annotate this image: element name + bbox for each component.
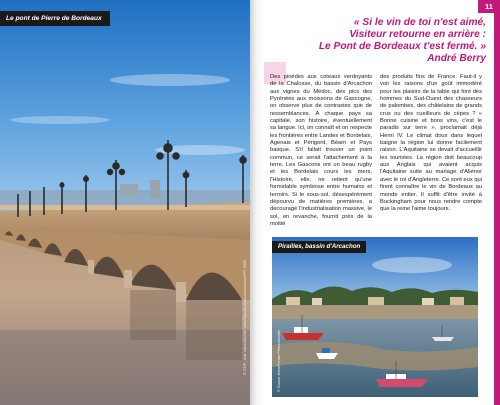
quote-line-2: Visiteur retourne en arrière : bbox=[349, 29, 486, 40]
harbor-photo bbox=[272, 237, 478, 397]
pull-quote bbox=[276, 17, 486, 65]
right-page bbox=[264, 0, 500, 405]
quote-line-1: « Si le vin de toi n'est aimé, bbox=[353, 17, 486, 28]
right-photo-credit: © Dusan Jelen/Ferran Pérez/Arcoiris bbox=[277, 330, 281, 392]
page-number: 11 bbox=[478, 0, 500, 13]
paragraph: des produits fins de France. Faut-il y voir les raisons d'un goût immodéré pour les plaisirs de la table qui font des hommes du Sud-Ouest des chasseurs de palombes, des châtelains de grands crus ou des cueilleurs de cèpes ? « Bonne cuisine et bons vins, c'est le paradis sur terre », proclamait déjà Henri IV. Le climat doux dans lequel baigne la région lui donne facilement raison. L'Aquitaine se devait d'accueillir les touristes. La région doit beaucoup aux Anglais qui avaient acquis l'Aquitaine suite au mariage d'Aliénor avec le roi d'Angleterre. Ce sont eux qui firent connaître le vin de Bordeaux au monde entier. Il suffit d'être invité à Buckingham pour nous rendre compte que la reine l'aime toujours. bbox=[380, 74, 482, 213]
left-photo-credit: © CDP_Vuk Valcic/ZUMA Wire/Sipa/Anadolu/Anadolu/AFP/ 1886 bbox=[242, 259, 247, 375]
book-gutter bbox=[250, 0, 264, 405]
right-photo-caption: Pirailles, bassin d'Arcachon bbox=[272, 241, 366, 253]
arcachon-photo bbox=[272, 237, 478, 397]
text-column-left bbox=[270, 74, 372, 228]
left-photo-caption: Le pont de Pierre de Bordeaux bbox=[0, 11, 110, 26]
paragraph: Des pinèdes aux coteaux verdoyants de la Chalosse, du bassin d'Arcachon aux vignes du Médoc, des pics des Pyrénées aux moissons de Gascogne, on observe plus de contrastes que de ressemblances. À chaque pays sa capitale, son histoire, éventuellement sa langue. Ici, on connaît et on respecte les frontières entre Landes et Bordelais, Agenais et Périgord, Béarn et Pays basque. S'il fallait trouver un point commun, ce serait l'attachement à la terre. Les Gascons ont un beau rugby et les Bordelais cours les mers, l'Histoire, elle, ne retient qu'une formidable symbiose entre humains et terroirs. Si le sous-sol, désespérément dépourvu de matières premières, a découragé l'industrialisation massive, le sol, en revanche, fournit près de la moitié bbox=[270, 74, 372, 227]
accent-side-bar bbox=[494, 0, 500, 405]
quote-author: André Berry bbox=[427, 53, 486, 64]
body-text bbox=[270, 74, 483, 228]
quote-line-3: Le Pont de Bordeaux t'est fermé. » bbox=[318, 41, 486, 52]
text-column-right bbox=[380, 74, 482, 228]
